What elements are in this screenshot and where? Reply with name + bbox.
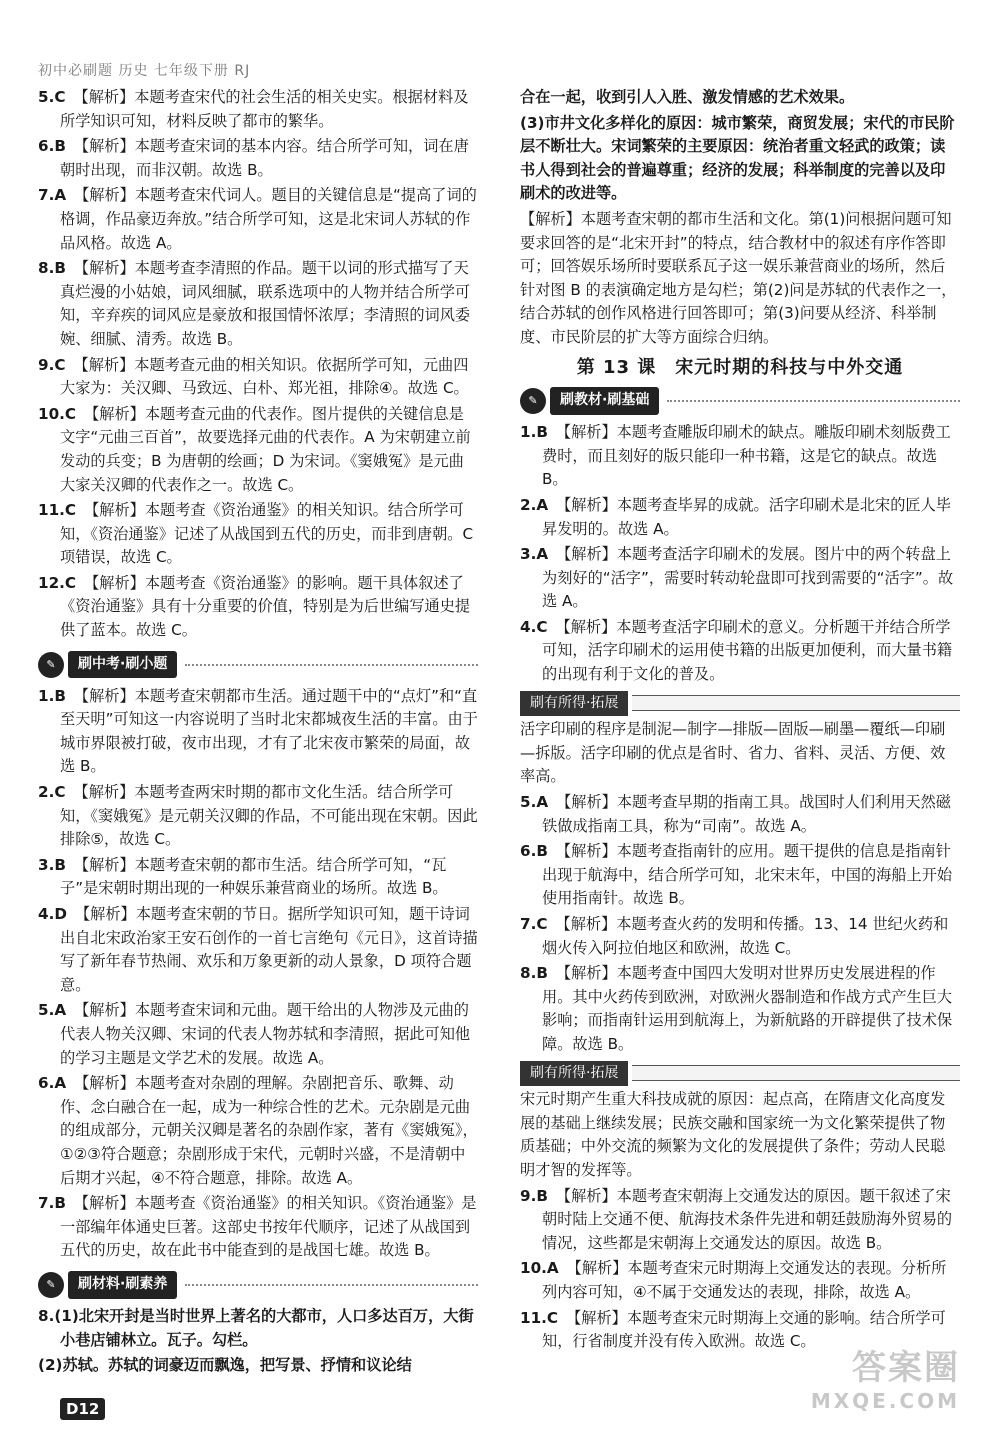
question-number: 5. bbox=[38, 1001, 55, 1020]
answer-text: 【解析】本题考查指南针的应用。题干提供的信息是指南针出现于航海中，结合所学可知，北宋末年，中国的海船上开始使用指南针。故选 B。 bbox=[542, 842, 953, 908]
answer-text: 【解析】本题考查活字印刷术的发展。图片中的两个转盘上为刻好的“活字”，需要时转动轮盘即可找到需要的“活字”。故选 A。 bbox=[542, 545, 954, 611]
answer-text: 【解析】本题考查中国四大发明对世界历史发展进程的作用。其中火药传到欧洲，对欧洲火器制造和作战方式产生巨大影响；而指南针运用到航海上，为新航路的开辟提供了技术保障。故选 B。 bbox=[542, 964, 953, 1053]
left-answers-block2 bbox=[38, 685, 478, 1263]
answer-letter: D bbox=[54, 905, 67, 923]
question-number: 6. bbox=[38, 137, 55, 156]
answer-item bbox=[38, 403, 478, 497]
right-answers-block2 bbox=[520, 791, 960, 1057]
answer-item bbox=[520, 791, 960, 838]
answer-item bbox=[38, 854, 478, 901]
question-number: 5. bbox=[38, 88, 55, 106]
question-number: 10. bbox=[520, 1259, 547, 1278]
answer-letter: A bbox=[546, 1259, 559, 1278]
answer-text: 【解析】本题考查《资治通鉴》的影响。题干具体叙述了《资治通鉴》具有十分重要的价值，特别是为后世编写通史提供了蓝本。故选 C。 bbox=[60, 573, 471, 640]
answer-item bbox=[520, 1185, 960, 1256]
question-number: 7. bbox=[38, 186, 55, 205]
answer-item bbox=[38, 1354, 478, 1378]
answer-item bbox=[520, 1257, 960, 1304]
book-icon: ✎ bbox=[38, 652, 64, 678]
right-column bbox=[520, 86, 960, 1356]
banner-label: 刷材料·刷素养 bbox=[68, 1271, 177, 1299]
banner-label: 刷教材·刷基础 bbox=[550, 387, 659, 415]
answer-text: 【解析】本题考查宋代词人。题目的关键信息是“提高了词的格调，作品豪迈奔放。”结合所学可知，这是北宋词人苏轼的作品风格。故选 A。 bbox=[60, 186, 477, 252]
left-answers-block3 bbox=[38, 1305, 478, 1378]
watermark bbox=[811, 1340, 960, 1413]
answer-text: 【解析】本题考查李清照的作品。题干以词的形式描写了天真烂漫的小姑娘，词风细腻，联系选项中的人物并结合所学可知，辛弃疾的词风应是豪放和报国情怀浓厚；李清照的词风委婉、细腻、清秀。故选 B。 bbox=[60, 259, 471, 348]
answer-item bbox=[38, 499, 478, 570]
extension-text: 宋元时期产生重大科技成就的原因：起点高，在隋唐文化高度发展的基础上继续发展；民族交融和国家统一为文化繁荣提供了物质基础；中外交流的频繁为文化的发展提供了条件；劳动人民聪明才智的发挥等。 bbox=[520, 1090, 946, 1179]
question-number: 9. bbox=[520, 1186, 537, 1205]
answer-item bbox=[520, 913, 960, 960]
book-icon: ✎ bbox=[520, 388, 546, 414]
book-icon: ✎ bbox=[38, 1272, 64, 1298]
answer-item bbox=[38, 1072, 478, 1190]
right-answers-block3 bbox=[520, 1185, 960, 1354]
answer-text: 【解析】本题考查毕昇的成就。活字印刷术是北宋的匠人毕昇发明的。故选 A。 bbox=[542, 495, 951, 538]
answer-item bbox=[38, 257, 478, 351]
question-number: 3. bbox=[38, 855, 55, 874]
answer-text: 【解析】本题考查雕版印刷术的缺点。雕版印刷术刻版费工费时，而且刻好的版只能印一种书籍，这是它的缺点。故选 B。 bbox=[542, 423, 951, 489]
question-number: 11. bbox=[520, 1308, 547, 1327]
question-number: 7. bbox=[38, 1194, 55, 1213]
answer-text: 【解析】本题考查早期的指南工具。战国时人们利用天然磁铁做成指南工具，称为“司南”。故选 A。 bbox=[542, 793, 951, 835]
right-answers-block1 bbox=[520, 421, 960, 687]
extension-label: 刷有所得·拓展 bbox=[520, 691, 628, 717]
question-number: 10. bbox=[38, 404, 65, 423]
answer-item bbox=[38, 999, 478, 1070]
left-column bbox=[38, 86, 478, 1380]
answer-letter: B bbox=[54, 686, 66, 705]
question-number: 5. bbox=[520, 793, 537, 812]
question-number: 4. bbox=[520, 617, 537, 636]
answer-text: 【解析】本题考查元曲的相关知识。依据所学可知，元曲四大家为：关汉卿、马致远、白朴、郑光祖，排除④。故选 C。 bbox=[60, 355, 469, 398]
answer-text: (2)苏轼。苏轼的词豪迈而飘逸，把写景、抒情和议论结 bbox=[38, 1356, 412, 1375]
answer-text: 【解析】本题考查元曲的代表作。图片提供的关键信息是文字“元曲三百首”，故要选择元曲的代表作。A 为宋朝建立前发动的兵变；B 为唐朝的绘画；D 为宋词。《窦娥冤》是元曲大家关汉卿的代表作之一。故选 C。 bbox=[60, 404, 471, 494]
answer-letter: A bbox=[536, 495, 549, 514]
answer-continuation: 合在一起，收到引人入胜、激发情感的艺术效果。 bbox=[520, 88, 855, 106]
answer-text: 【解析】本题考查宋词的基本内容。结合所学可知，词在唐朝时出现，而非汉朝。故选 B。 bbox=[60, 137, 469, 179]
extension-rule bbox=[632, 695, 960, 711]
answer-letter: B bbox=[536, 1186, 548, 1205]
answer-item bbox=[520, 616, 960, 687]
answer-letter: A bbox=[54, 1001, 67, 1020]
answer-text: 【解析】本题考查火药的发明和传播。13、14 世纪火药和烟火传入阿拉伯地区和欧洲，故选 C。 bbox=[542, 915, 949, 957]
answer-letter: B bbox=[536, 423, 548, 442]
answer-letter: C bbox=[54, 88, 66, 106]
page-number: D12 bbox=[60, 1398, 105, 1420]
answer-text: 【解析】本题考查宋朝海上交通发达的原因。题干叙述了宋朝时陆上交通不便、航海技术条件先进和朝廷鼓励海外贸易的情况，这些都是宋朝海上交通发达的原因。故选 B。 bbox=[542, 1186, 953, 1252]
question-number: 2. bbox=[520, 495, 537, 514]
answer-item bbox=[38, 1192, 478, 1263]
question-number: 12. bbox=[38, 573, 65, 592]
answer-letter: A bbox=[536, 545, 549, 564]
answer-text: 【解析】本题考查宋元时期海上交通的影响。结合所学可知，行省制度并没有传入欧洲。故选 C。 bbox=[542, 1308, 946, 1351]
dotted-divider bbox=[185, 1284, 478, 1286]
question-number: 6. bbox=[520, 842, 537, 861]
dotted-divider bbox=[667, 400, 960, 402]
extension-bar bbox=[520, 1061, 960, 1087]
question-number: 3. bbox=[520, 545, 537, 564]
answer-letter: C bbox=[546, 1308, 559, 1327]
answer-letter: C bbox=[64, 501, 77, 520]
answer-text: 【解析】本题考查宋代的社会生活的相关史实。根据材料及所学知识可知，材料反映了都市的繁华。 bbox=[60, 88, 469, 130]
answer-letter: C bbox=[54, 783, 66, 802]
answer-text: 【解析】本题考查宋词和元曲。题干给出的人物涉及元曲的代表人物关汉卿、宋词的代表人物苏轼和李清照，据此可知他的学习主题是文学艺术的发展。故选 A。 bbox=[60, 1001, 471, 1067]
answer-letter: A bbox=[54, 1074, 67, 1093]
question-number: 2. bbox=[38, 783, 55, 802]
answer-item bbox=[38, 184, 478, 255]
answer-item bbox=[520, 543, 960, 614]
answer-letter: B bbox=[54, 137, 66, 156]
answer-item bbox=[38, 685, 478, 779]
answer-letter: B bbox=[54, 855, 66, 874]
answer-part3: (3)市井文化多样化的原因：城市繁荣，商贸发展；宋代的市民阶层不断壮大。宋词繁荣的主要原因：统治者重文轻武的政策；读书人得到社会的普遍尊重；经济的发展；科举制度的完善以及印刷术的改进等。 bbox=[520, 113, 955, 203]
question-number: 1. bbox=[520, 423, 537, 442]
answer-text: 【解析】本题考查宋朝都市生活。通过题干中的“点灯”和“直至天明”可知这一内容说明了当时北宋都城夜生活的丰富。由于城市界限被打破，夜市出现，才有了北宋夜市繁荣的局面，故选 B。 bbox=[60, 686, 478, 776]
dotted-divider bbox=[185, 664, 478, 666]
answer-letter: C bbox=[54, 355, 66, 374]
answer-letter: C bbox=[536, 915, 548, 933]
extension-bar bbox=[520, 691, 960, 717]
question-number: 6. bbox=[38, 1074, 55, 1093]
answer-letter: B bbox=[536, 842, 548, 861]
question-number: 8. bbox=[38, 1306, 55, 1325]
answer-letter: C bbox=[536, 617, 548, 636]
section-banner-material bbox=[38, 1271, 478, 1299]
question-number: 1. bbox=[38, 686, 55, 705]
answer-item bbox=[38, 86, 478, 133]
answer-text: 【解析】本题考查两宋时期的都市文化生活。结合所学可知，《窦娥冤》是元朝关汉卿的作品，不可能出现在宋朝。因此排除⑤，故选 C。 bbox=[60, 783, 478, 849]
answer-letter: B bbox=[536, 964, 548, 983]
answer-text: 【解析】本题考查对杂剧的理解。杂剧把音乐、歌舞、动作、念白融合在一起，成为一种综合性的艺术。元杂剧是元曲的组成部分，元朝关汉卿是著名的杂剧作家，著有《窦娥冤》，①②③符合题意；杂剧形成于宋代，元朝时兴盛，不是清朝中后期才兴起，④不符合题意，排除。故选 A。 bbox=[60, 1074, 478, 1187]
answer-text: 【解析】本题考查《资治通鉴》的相关知识。结合所学可知，《资治通鉴》记述了从战国到五代的历史，而非到唐朝。C 项错误，故选 C。 bbox=[60, 501, 474, 567]
answer-item bbox=[38, 354, 478, 401]
answer-letter: C bbox=[64, 404, 77, 423]
answer-letter: C bbox=[64, 573, 77, 592]
question-number: 11. bbox=[38, 501, 65, 520]
analysis-paragraph: 【解析】本题考查宋朝的都市生活和文化。第(1)问根据问题可知要求回答的是“北宋开封”的特点，结合教材中的叙述有序作答即可；回答娱乐场所时要联系瓦子这一娱乐兼营商业的场所，然后针对图 B 的表演确定地方是勾栏；第(2)问是苏轼的代表作之一，结合苏轼的创作风格进行回答即可；第(3)问要从经济、科举制度、市民阶层的扩大等方面综合归纳。 bbox=[520, 209, 957, 346]
answer-letter: B bbox=[54, 259, 66, 278]
answer-item bbox=[38, 781, 478, 852]
extension-label: 刷有所得·拓展 bbox=[520, 1061, 628, 1087]
lesson-title: 第 13 课 宋元时期的科技与中外交通 bbox=[576, 356, 904, 378]
answer-item bbox=[520, 421, 960, 492]
banner-label: 刷中考·刷小题 bbox=[68, 651, 177, 679]
left-answers-block1 bbox=[38, 86, 478, 643]
answer-letter: B bbox=[54, 1194, 66, 1213]
answer-letter: A bbox=[536, 793, 549, 812]
question-number: 7. bbox=[520, 915, 537, 933]
watermark-title: 答案圈 bbox=[852, 1348, 960, 1388]
answer-text: (1)北宋开封是当时世界上著名的大都市，人口多达百万，大街小巷店铺林立。瓦子。勾栏。 bbox=[54, 1306, 474, 1349]
answer-text: 【解析】本题考查《资治通鉴》的相关知识。《资治通鉴》是一部编年体通史巨著。这部史书按年代顺序，记述了从战国到五代的历史，故在此书中能查到的是战国七雄。故选 B。 bbox=[60, 1194, 477, 1260]
extension-text: 活字印刷的程序是制泥—制字—排版—固版—刷墨—覆纸—印刷—拆版。活字印刷的优点是省时、省力、省料、灵活、方便、效率高。 bbox=[520, 720, 946, 786]
question-number: 8. bbox=[38, 259, 55, 278]
section-banner-textbook bbox=[520, 387, 960, 415]
answer-item bbox=[520, 962, 960, 1056]
section-banner-exam bbox=[38, 651, 478, 679]
answer-text: 【解析】本题考查活字印刷术的意义。分析题干并结合所学可知，活字印刷术的运用使书籍的出版更加便利，而大量书籍的出现有利于文化的普及。 bbox=[542, 617, 953, 684]
answer-text: 【解析】本题考查宋朝的节日。据所学知识可知，题干诗词出自北宋政治家王安石创作的一首七言绝句《元日》，这首诗描写了新年春节热闹、欢乐和万象更新的动人景象，D 项符合题意。 bbox=[60, 905, 478, 994]
answer-letter: A bbox=[54, 186, 67, 205]
answer-item bbox=[38, 572, 478, 643]
answer-item bbox=[38, 1305, 478, 1352]
page-header: 初中必刷题 历史 七年级下册 RJ bbox=[38, 63, 251, 79]
answer-item bbox=[520, 840, 960, 911]
question-number: 8. bbox=[520, 964, 537, 983]
extension-rule bbox=[632, 1065, 960, 1081]
answer-item bbox=[38, 135, 478, 182]
question-number: 4. bbox=[38, 905, 55, 923]
answer-item bbox=[38, 903, 478, 997]
answer-text: 【解析】本题考查宋朝的都市生活。结合所学可知，“瓦子”是宋朝时期出现的一种娱乐兼营商业的场所。故选 B。 bbox=[60, 855, 448, 898]
question-number: 9. bbox=[38, 355, 55, 374]
answer-text: 【解析】本题考查宋元时期海上交通发达的表现。分析所列内容可知，④不属于交通发达的表现，排除，故选 A。 bbox=[542, 1259, 947, 1301]
watermark-url: MXQE.COM bbox=[810, 1389, 960, 1413]
answer-item bbox=[520, 494, 960, 541]
